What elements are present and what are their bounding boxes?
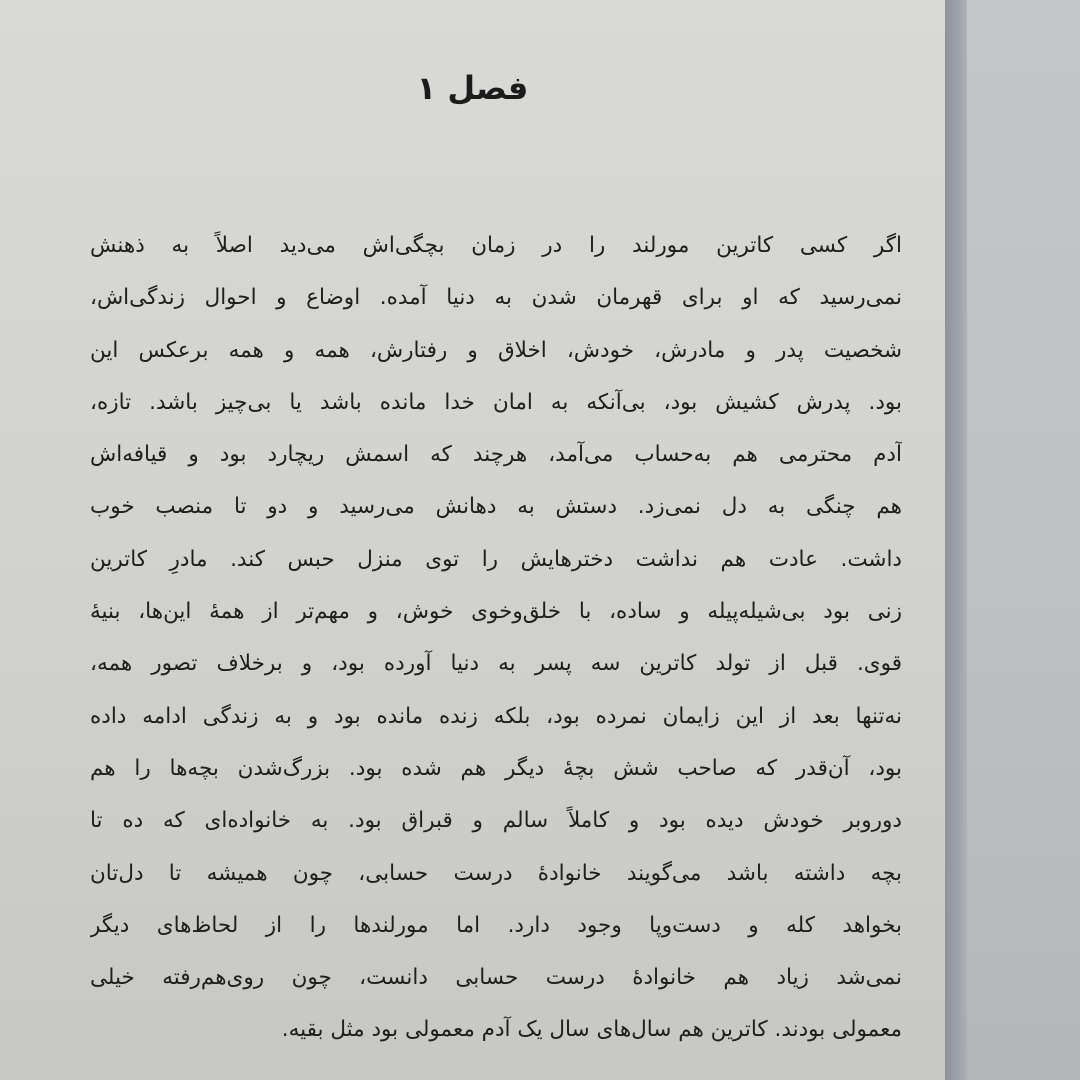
text-line: زنی بود بی‌شیله‌پیله و ساده، با خلق‌وخوی خوش، و مهم‌تر از همهٔ این‌ها، بنیهٔ [90, 599, 902, 625]
text-line: داشت. عادت هم نداشت دخترهایش را توی منزل حبس کند. مادرِ کاترین [90, 546, 902, 572]
chapter-body [90, 220, 902, 1057]
text-line: بخواهد کله و دست‌وپا وجود دارد. اما مورلندها را از لحاظ‌های دیگر [90, 912, 902, 938]
text-line: قوی. قبل از تولد کاترین سه پسر به دنیا آورده بود، و برخلاف تصور همه، [90, 651, 902, 677]
chapter-title: فصل ۱ [416, 69, 529, 107]
text-line: بود، آن‌قدر که صاحب شش بچهٔ دیگر هم شده بود. بزرگ‌شدن بچه‌ها را هم [90, 755, 902, 781]
text-line: نه‌تنها بعد از این زایمان نمرده بود، بلکه زنده مانده بود و به زندگی ادامه داده [90, 703, 902, 729]
background-surface [967, 0, 1080, 1080]
text-line: نمی‌رسید که او برای قهرمان شدن به دنیا آمده. اوضاع و احوال زندگی‌اش، [90, 285, 902, 311]
text-line: هم چنگی به دل نمی‌زد. دستش به دهانش می‌رسید و دو تا منصب خوب [90, 494, 902, 520]
text-line-last: معمولی بودند. کاترین هم سال‌های سال یک آدم معمولی بود مثل بقیه. [281, 1017, 902, 1043]
text-line: اگر کسی کاترین مورلند را در زمان بچگی‌اش می‌دید اصلاً به ذهنش [90, 233, 902, 258]
page-edge [945, 0, 967, 1080]
text-line: آدم محترمی هم به‌حساب می‌آمد، هرچند که اسمش ریچارد بود و قیافه‌اش [90, 442, 902, 468]
text-line: دوروبر خودش دیده بود و کاملاً سالم و قبراق بود. به خانواده‌ای که ده تا [90, 808, 902, 834]
text-line: شخصیت پدر و مادرش، خودش، اخلاق و رفتارش، همه و همه برعکس این [90, 337, 902, 363]
text-line: نمی‌شد زیاد هم خانوادهٔ درست حسابی دانست، چون روی‌هم‌رفته خیلی [90, 965, 902, 991]
text-line: بود. پدرش کشیش بود، بی‌آنکه به امان خدا مانده باشد یا بی‌چیز باشد. تازه، [90, 389, 902, 415]
text-line: بچه داشته باشد می‌گویند خانوادهٔ درست حسابی، چون همیشه تا دل‌تان [90, 860, 902, 886]
